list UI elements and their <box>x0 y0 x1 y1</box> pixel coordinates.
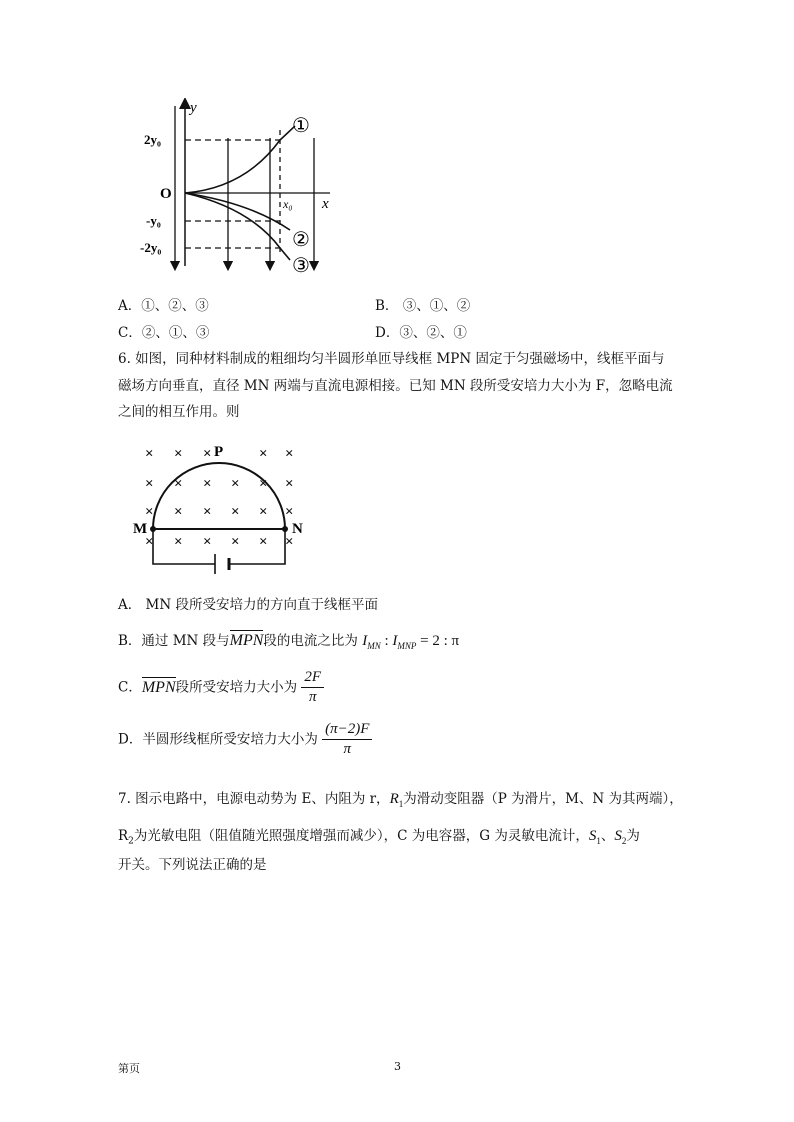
svg-text:×: × <box>285 534 294 550</box>
current-ratio-formula: $I_{MN}$ : $I_{MNP} = 2$ : π <box>362 633 460 651</box>
magnetic-field-crosses <box>145 446 294 550</box>
svg-text:×: × <box>231 534 240 550</box>
fraction-2f-over-pi: $\frac{2F}{\pi}$ <box>301 668 324 707</box>
q7-stem-line-3: 开关。下列说法正确的是 <box>118 857 267 873</box>
semicircle-frame-figure <box>125 436 315 584</box>
svg-text:×: × <box>174 504 183 520</box>
q5-option-c: C．②、①、③ <box>118 325 210 341</box>
q6-option-b: B．通过 MN 段与MPN段的电流之比为 $I_{MN}$ : $I_{MNP} = 2$ : π <box>118 632 460 651</box>
curve-label-1: ① <box>292 115 310 137</box>
svg-text:×: × <box>174 446 183 462</box>
q6-stem-line-1: 6. 如图，同种材料制成的粗细均匀半圆形单匝导线框 MPN 固定于匀强磁场中，线框平面与 <box>118 351 665 367</box>
svg-text:×: × <box>203 476 212 492</box>
q7-stem-line-2: $R_2$为光敏电阻（阻值随光照强度增强而减少），C 为电容器，G 为灵敏电流计，$S_1$、$S_2$为 <box>118 828 640 847</box>
y-axis-label: y <box>190 100 197 116</box>
svg-text:×: × <box>285 446 294 462</box>
svg-text:×: × <box>259 476 268 492</box>
footer-left: 第页 <box>118 1062 140 1075</box>
tick-neg-2y0: -2y₀ <box>140 240 162 255</box>
origin-label: O <box>160 186 172 202</box>
svg-text:×: × <box>145 534 154 550</box>
label-p: P <box>214 444 224 460</box>
svg-text:×: × <box>174 476 183 492</box>
curve-label-3: ③ <box>292 255 310 277</box>
q6-stem-line-2: 磁场方向垂直，直径 MN 两端与直流电源相接。已知 MN 段所受安培力大小为 F，忽略电流 <box>118 378 673 394</box>
tick-2y0: 2y₀ <box>144 132 161 147</box>
curve-1 <box>185 126 295 193</box>
q5-option-b: B． ③、①、② <box>375 298 471 314</box>
q7-stem-line-1: 7. 图示电路中，电源电动势为 E、内阻为 r，$R_1$为滑动变阻器（P 为滑片，M、N 为其两端）， <box>118 791 683 809</box>
svg-text:×: × <box>231 504 240 520</box>
svg-text:×: × <box>259 534 268 550</box>
arc-mpn-symbol: MPN <box>229 632 264 649</box>
svg-text:×: × <box>203 534 212 550</box>
svg-text:×: × <box>259 504 268 520</box>
curve-3 <box>185 193 290 260</box>
tick-neg-y0: -y₀ <box>146 213 161 228</box>
svg-text:×: × <box>203 446 212 462</box>
svg-text:×: × <box>174 534 183 550</box>
fraction-pi-minus-2-f-over-pi: $\frac{(\pi-2)F}{\pi}$ <box>322 720 372 759</box>
xy-graph-figure <box>140 98 340 278</box>
label-n: N <box>292 521 303 537</box>
curve-label-2: ② <box>292 229 310 251</box>
svg-text:×: × <box>145 504 154 520</box>
label-m: M <box>133 521 148 537</box>
q5-option-a: A．①、②、③ <box>118 298 209 314</box>
svg-text:×: × <box>203 504 212 520</box>
svg-text:×: × <box>145 446 154 462</box>
svg-text:×: × <box>145 476 154 492</box>
q6-option-d: D．半圆形线框所受安培力大小为 $\frac{(\pi-2)F}{\pi}$ <box>118 720 372 759</box>
page-number: 3 <box>394 1060 401 1073</box>
tick-x0: x₀ <box>283 197 293 211</box>
svg-text:×: × <box>285 476 294 492</box>
arc-mpn-symbol: MPN <box>141 678 176 696</box>
x-axis-label: x <box>322 196 329 212</box>
q6-stem-line-3: 之间的相互作用。则 <box>118 404 240 420</box>
svg-text:×: × <box>231 476 240 492</box>
svg-text:×: × <box>259 446 268 462</box>
q5-option-d: D．③、②、① <box>375 325 467 341</box>
q6-option-a: A． MN 段所受安培力的方向直于线框平面 <box>118 597 378 613</box>
svg-text:×: × <box>285 504 294 520</box>
q6-option-c: C．MPN段所受安培力大小为 $\frac{2F}{\pi}$ <box>118 668 324 707</box>
